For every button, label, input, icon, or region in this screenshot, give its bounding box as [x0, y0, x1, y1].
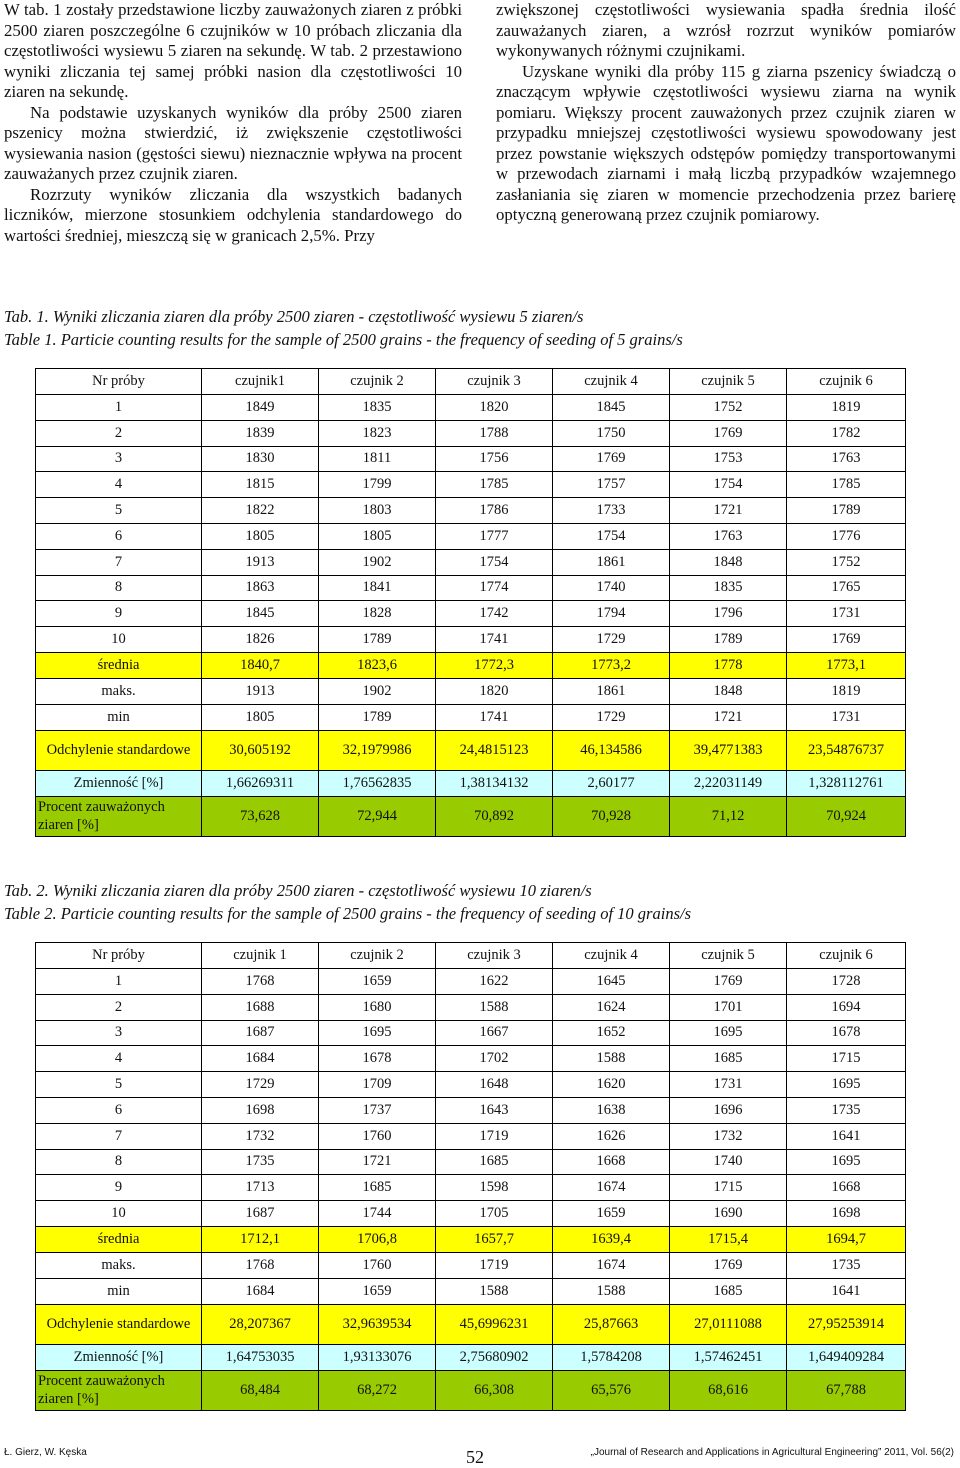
table-cell: 1639,4: [553, 1226, 670, 1252]
min-row: [36, 704, 906, 730]
table-cell: 1773,2: [553, 652, 670, 678]
table-cell: 1752: [670, 395, 787, 421]
table-cell: 1820: [436, 678, 553, 704]
table-cell: 1702: [436, 1046, 553, 1072]
table-cell: 1740: [670, 1149, 787, 1175]
table-cell: 6: [36, 1097, 202, 1123]
table-cell: 1774: [436, 575, 553, 601]
table1: [35, 368, 906, 837]
text-column-left: [4, 0, 462, 246]
table-cell: 1789: [787, 498, 906, 524]
table-cell: 1645: [553, 969, 670, 995]
table-cell: 1848: [670, 549, 787, 575]
table-cell: 1695: [670, 1020, 787, 1046]
table-cell: 2,22031149: [670, 770, 787, 796]
mean-row: [36, 652, 906, 678]
table-cell: 1902: [319, 678, 436, 704]
table-cell: maks.: [36, 678, 202, 704]
table-cell: 1,328112761: [787, 770, 906, 796]
table-cell: 1696: [670, 1097, 787, 1123]
table-cell: 1588: [553, 1278, 670, 1304]
table-row: [36, 395, 906, 421]
table-cell: czujnik1: [202, 369, 319, 395]
table-cell: 4: [36, 472, 202, 498]
table-cell: 1: [36, 969, 202, 995]
table-cell: min: [36, 1278, 202, 1304]
table-header-row: [36, 943, 906, 969]
table-cell: 1687: [202, 1020, 319, 1046]
table-cell: 1794: [553, 601, 670, 627]
table-cell: 23,54876737: [787, 730, 906, 770]
table-cell: 1753: [670, 446, 787, 472]
table-cell: 1756: [436, 446, 553, 472]
table-cell: 1652: [553, 1020, 670, 1046]
table-cell: 1,5784208: [553, 1344, 670, 1370]
table-cell: 1684: [202, 1278, 319, 1304]
page-number: 52: [466, 1447, 484, 1467]
table-cell: 1803: [319, 498, 436, 524]
table-cell: 1715: [787, 1046, 906, 1072]
table-cell: 1668: [787, 1175, 906, 1201]
variability-row: [36, 770, 906, 796]
std-dev-row: [36, 730, 906, 770]
table-cell: 1785: [436, 472, 553, 498]
footer-journal: „Journal of Research and Applications in Agricultural Engineering” 2011, Vol. 56(2): [590, 1447, 954, 1458]
table-cell: 1648: [436, 1072, 553, 1098]
table-cell: 1,38134132: [436, 770, 553, 796]
table-cell: 1728: [787, 969, 906, 995]
table-cell: 1706,8: [319, 1226, 436, 1252]
table-cell: 1678: [787, 1020, 906, 1046]
table-cell: 1830: [202, 446, 319, 472]
table-cell: 28,207367: [202, 1304, 319, 1344]
table-cell: 1789: [670, 627, 787, 653]
table-row: [36, 1123, 906, 1149]
table-cell: 1805: [319, 523, 436, 549]
table-cell: 1863: [202, 575, 319, 601]
table-cell: 1622: [436, 969, 553, 995]
table-cell: 1715: [670, 1175, 787, 1201]
table-cell: 9: [36, 1175, 202, 1201]
table-cell: 1712,1: [202, 1226, 319, 1252]
table-cell: 1845: [202, 601, 319, 627]
table-cell: 1626: [553, 1123, 670, 1149]
table-cell: 2,75680902: [436, 1344, 553, 1370]
table-cell: 1805: [202, 704, 319, 730]
table-cell: 65,576: [553, 1370, 670, 1410]
table-cell: 1641: [787, 1278, 906, 1304]
table-cell: 1688: [202, 994, 319, 1020]
table-cell: 1839: [202, 420, 319, 446]
table-cell: 1620: [553, 1072, 670, 1098]
table-row: [36, 1175, 906, 1201]
table-cell: 1685: [670, 1278, 787, 1304]
table-cell: 1668: [553, 1149, 670, 1175]
table-cell: 66,308: [436, 1370, 553, 1410]
table-cell: 1,57462451: [670, 1344, 787, 1370]
table-cell: 1698: [202, 1097, 319, 1123]
table2: [35, 942, 906, 1411]
table-cell: 1741: [436, 704, 553, 730]
table-cell: 1763: [787, 446, 906, 472]
table-cell: 1750: [553, 420, 670, 446]
table-cell: 1674: [553, 1175, 670, 1201]
table-cell: 1678: [319, 1046, 436, 1072]
table-cell: czujnik 4: [553, 369, 670, 395]
table-cell: 1729: [553, 627, 670, 653]
table-cell: 1690: [670, 1201, 787, 1227]
paragraph: Uzyskane wyniki dla próby 115 g ziarna pszenicy świadczą o znaczącym wpływie częstotliwości wysiewu ziarna na wynik pomiaru. Większy procent zauważonych przez czujnik ziaren w przypadku mniejszej częstotliwości wysiewu spowodowany jest przez powstanie większych odstępów pomiędzy transportowanymi w przewodach ziarnami i małą liczbą przypadków wzajemnego zasłaniania się ziaren w momencie przechodzenia przez barierę optyczną generowaną przez czujnik pomiarowy.: [496, 61, 956, 224]
paragraph: zwiększonej częstotliwości wysiewania spadła średnia ilość zauważanych ziaren, a wzrósł rozrzut wyników pomiarów wykonywanych różnymi czujnikami.: [496, 0, 956, 60]
table-cell: Procent zauważonych ziaren [%]: [36, 1370, 202, 1410]
table-cell: 1835: [670, 575, 787, 601]
table-cell: czujnik 6: [787, 369, 906, 395]
table-cell: 1742: [436, 601, 553, 627]
table-cell: czujnik 3: [436, 943, 553, 969]
table-cell: 1772,3: [436, 652, 553, 678]
table-cell: Odchylenie standardowe: [36, 1304, 202, 1344]
table-cell: 1659: [319, 969, 436, 995]
table-cell: 30,605192: [202, 730, 319, 770]
table-cell: 1624: [553, 994, 670, 1020]
table-cell: Nr próby: [36, 943, 202, 969]
table-cell: 1848: [670, 678, 787, 704]
table-cell: 32,1979986: [319, 730, 436, 770]
table-cell: Procent zauważonych ziaren [%]: [36, 796, 202, 836]
table-cell: 1819: [787, 678, 906, 704]
table-cell: 70,928: [553, 796, 670, 836]
table-row: [36, 523, 906, 549]
table-cell: 27,0111088: [670, 1304, 787, 1344]
table-cell: 1732: [202, 1123, 319, 1149]
table-cell: 1667: [436, 1020, 553, 1046]
table-cell: 1721: [670, 498, 787, 524]
table-cell: 1819: [787, 395, 906, 421]
table-cell: 1721: [670, 704, 787, 730]
table-row: [36, 969, 906, 995]
footer-authors: Ł. Gierz, W. Kęska: [4, 1447, 87, 1458]
table-cell: 1,64753035: [202, 1344, 319, 1370]
table-cell: czujnik 1: [202, 943, 319, 969]
table-cell: czujnik 6: [787, 943, 906, 969]
table-cell: 2: [36, 420, 202, 446]
table-cell: 1769: [670, 969, 787, 995]
table-cell: 1815: [202, 472, 319, 498]
table-cell: 1902: [319, 549, 436, 575]
table-cell: 1760: [319, 1252, 436, 1278]
table-cell: 1737: [319, 1097, 436, 1123]
table-cell: 1785: [787, 472, 906, 498]
max-row: [36, 678, 906, 704]
table-cell: 7: [36, 1123, 202, 1149]
table-cell: 1685: [436, 1149, 553, 1175]
table-cell: średnia: [36, 1226, 202, 1252]
table-row: [36, 1201, 906, 1227]
table-cell: 1731: [787, 601, 906, 627]
table-cell: 68,616: [670, 1370, 787, 1410]
table-cell: 1789: [319, 627, 436, 653]
table-cell: 1687: [202, 1201, 319, 1227]
table-cell: 1731: [787, 704, 906, 730]
table-cell: 68,272: [319, 1370, 436, 1410]
table-row: [36, 1097, 906, 1123]
table-cell: 3: [36, 446, 202, 472]
table-cell: 1823: [319, 420, 436, 446]
table-cell: 1777: [436, 523, 553, 549]
table-cell: 2,60177: [553, 770, 670, 796]
max-row: [36, 1252, 906, 1278]
table-cell: 1695: [787, 1072, 906, 1098]
table-cell: 1709: [319, 1072, 436, 1098]
table-cell: 1796: [670, 601, 787, 627]
table-cell: 68,484: [202, 1370, 319, 1410]
table-cell: 1786: [436, 498, 553, 524]
table-cell: 1701: [670, 994, 787, 1020]
table-cell: 1685: [319, 1175, 436, 1201]
table-cell: 1840,7: [202, 652, 319, 678]
table-cell: 1778: [670, 652, 787, 678]
table-cell: 5: [36, 1072, 202, 1098]
table-cell: 1684: [202, 1046, 319, 1072]
table-cell: 10: [36, 627, 202, 653]
table-cell: 1588: [553, 1046, 670, 1072]
table-cell: 2: [36, 994, 202, 1020]
table-cell: 72,944: [319, 796, 436, 836]
percent-detected-row: [36, 796, 906, 836]
table-cell: 1752: [787, 549, 906, 575]
table-row: [36, 1072, 906, 1098]
table-cell: czujnik 5: [670, 943, 787, 969]
table-cell: 1588: [436, 994, 553, 1020]
table1-caption-en: Table 1. Particie counting results for the sample of 2500 grains - the frequency of seeding of 5 grains/s: [4, 330, 683, 349]
table-cell: 1: [36, 395, 202, 421]
paragraph: W tab. 1 zostały przedstawione liczby zauważonych ziaren z próbki 2500 ziaren poszczególne 6 czujników w 10 próbach zliczania dla częstotliwości wysiewu 5 ziaren na sekundę. W tab. 2 przestawiono wyniki zliczania tej samej próbki nasion dla częstotliwości 10 ziaren na sekundę.: [4, 0, 462, 101]
table-cell: średnia: [36, 652, 202, 678]
table-cell: czujnik 4: [553, 943, 670, 969]
table-cell: 1768: [202, 969, 319, 995]
table-cell: 1694,7: [787, 1226, 906, 1252]
table-cell: 45,6996231: [436, 1304, 553, 1344]
table-cell: 1776: [787, 523, 906, 549]
table-cell: 1754: [670, 472, 787, 498]
table-cell: 67,788: [787, 1370, 906, 1410]
table2-caption-en: Table 2. Particie counting results for the sample of 2500 grains - the frequency of seeding of 10 grains/s: [4, 904, 691, 923]
table-cell: 1754: [436, 549, 553, 575]
table-cell: 1685: [670, 1046, 787, 1072]
table-cell: 1638: [553, 1097, 670, 1123]
min-row: [36, 1278, 906, 1304]
table-cell: 1828: [319, 601, 436, 627]
table-cell: Nr próby: [36, 369, 202, 395]
table-cell: 1768: [202, 1252, 319, 1278]
text-column-right: [496, 0, 956, 226]
table-cell: 1773,1: [787, 652, 906, 678]
table-cell: 1769: [553, 446, 670, 472]
table-cell: min: [36, 704, 202, 730]
table1-caption-pl: Tab. 1. Wyniki zliczania ziaren dla próby 2500 ziaren - częstotliwość wysiewu 5 ziaren/s: [4, 307, 584, 326]
table-cell: czujnik 2: [319, 943, 436, 969]
table-cell: 1744: [319, 1201, 436, 1227]
table-cell: 4: [36, 1046, 202, 1072]
table-cell: 1721: [319, 1149, 436, 1175]
table-cell: 1765: [787, 575, 906, 601]
table-row: [36, 1149, 906, 1175]
table-cell: 1732: [670, 1123, 787, 1149]
table-cell: 1643: [436, 1097, 553, 1123]
table-row: [36, 549, 906, 575]
table-row: [36, 498, 906, 524]
table-cell: 1698: [787, 1201, 906, 1227]
table-cell: 1729: [553, 704, 670, 730]
table-cell: czujnik 2: [319, 369, 436, 395]
table2-caption-pl: Tab. 2. Wyniki zliczania ziaren dla próby 2500 ziaren - częstotliwość wysiewu 10 ziaren/s: [4, 881, 592, 900]
table-cell: 5: [36, 498, 202, 524]
mean-row: [36, 1226, 906, 1252]
table-cell: 3: [36, 1020, 202, 1046]
table-cell: 1835: [319, 395, 436, 421]
table-cell: 1733: [553, 498, 670, 524]
table-cell: Odchylenie standardowe: [36, 730, 202, 770]
table-header-row: [36, 369, 906, 395]
table-cell: czujnik 3: [436, 369, 553, 395]
table-cell: 1823,6: [319, 652, 436, 678]
table-cell: 1826: [202, 627, 319, 653]
table-cell: 1705: [436, 1201, 553, 1227]
table-cell: 1713: [202, 1175, 319, 1201]
paragraph: Na podstawie uzyskanych wyników dla próby 2500 ziaren pszenicy można stwierdzić, iż zwiększenie częstotliwości wysiewania nasion (gęstości siewu) nieznacznie wpływa na procent zauważanych przez czujnik ziaren.: [4, 102, 462, 183]
table-cell: 1757: [553, 472, 670, 498]
percent-detected-row: [36, 1370, 906, 1410]
table-cell: Zmienność [%]: [36, 1344, 202, 1370]
table-cell: 1754: [553, 523, 670, 549]
table-cell: 1694: [787, 994, 906, 1020]
table-cell: 1731: [670, 1072, 787, 1098]
table-cell: 1719: [436, 1123, 553, 1149]
table-cell: 8: [36, 1149, 202, 1175]
table-cell: 1811: [319, 446, 436, 472]
table-cell: 6: [36, 523, 202, 549]
table-cell: 1841: [319, 575, 436, 601]
table-cell: 1719: [436, 1252, 553, 1278]
table-cell: 1,93133076: [319, 1344, 436, 1370]
table-cell: 1659: [553, 1201, 670, 1227]
table-cell: 1763: [670, 523, 787, 549]
table-cell: 1740: [553, 575, 670, 601]
table-cell: 39,4771383: [670, 730, 787, 770]
table-cell: 1760: [319, 1123, 436, 1149]
table-cell: 1,66269311: [202, 770, 319, 796]
table-row: [36, 472, 906, 498]
table-row: [36, 1046, 906, 1072]
table-row: [36, 575, 906, 601]
table-row: [36, 446, 906, 472]
table-row: [36, 601, 906, 627]
table-cell: 1657,7: [436, 1226, 553, 1252]
table-cell: 1788: [436, 420, 553, 446]
table-cell: maks.: [36, 1252, 202, 1278]
table-cell: 1,76562835: [319, 770, 436, 796]
table-cell: 1,649409284: [787, 1344, 906, 1370]
table-cell: 1680: [319, 994, 436, 1020]
std-dev-row: [36, 1304, 906, 1344]
table-cell: 24,4815123: [436, 730, 553, 770]
table-cell: 1845: [553, 395, 670, 421]
table-cell: 1782: [787, 420, 906, 446]
table-cell: 1820: [436, 395, 553, 421]
table-row: [36, 627, 906, 653]
table-cell: Zmienność [%]: [36, 770, 202, 796]
table-cell: 1769: [670, 1252, 787, 1278]
table-cell: 1598: [436, 1175, 553, 1201]
table-cell: 1913: [202, 678, 319, 704]
table-cell: 1913: [202, 549, 319, 575]
table-cell: 8: [36, 575, 202, 601]
table-cell: 1674: [553, 1252, 670, 1278]
table-cell: 1588: [436, 1278, 553, 1304]
table-cell: 1861: [553, 549, 670, 575]
variability-row: [36, 1344, 906, 1370]
table-cell: 1789: [319, 704, 436, 730]
table-cell: 70,924: [787, 796, 906, 836]
table-cell: 27,95253914: [787, 1304, 906, 1344]
table-cell: 46,134586: [553, 730, 670, 770]
table-cell: 1799: [319, 472, 436, 498]
table-cell: 1735: [202, 1149, 319, 1175]
table-cell: 1861: [553, 678, 670, 704]
table-cell: 1695: [787, 1149, 906, 1175]
table-cell: 1769: [670, 420, 787, 446]
table-cell: 1659: [319, 1278, 436, 1304]
table-cell: 70,892: [436, 796, 553, 836]
table-row: [36, 994, 906, 1020]
table-cell: 1805: [202, 523, 319, 549]
table-cell: 1849: [202, 395, 319, 421]
table-cell: 1735: [787, 1097, 906, 1123]
table-cell: 32,9639534: [319, 1304, 436, 1344]
table-cell: 1741: [436, 627, 553, 653]
table-row: [36, 1020, 906, 1046]
table-cell: 1769: [787, 627, 906, 653]
table-cell: 73,628: [202, 796, 319, 836]
table-cell: 10: [36, 1201, 202, 1227]
table-cell: 9: [36, 601, 202, 627]
table-cell: 1641: [787, 1123, 906, 1149]
table-cell: 7: [36, 549, 202, 575]
table-cell: czujnik 5: [670, 369, 787, 395]
table-cell: 71,12: [670, 796, 787, 836]
table-cell: 1735: [787, 1252, 906, 1278]
paragraph: Rozrzuty wyników zliczania dla wszystkich badanych liczników, mierzone stosunkiem odchylenia standardowego do wartości średniej, mieszczą się w granicach 2,5%. Przy: [4, 184, 462, 245]
table-cell: 1729: [202, 1072, 319, 1098]
table-cell: 1822: [202, 498, 319, 524]
table-cell: 1695: [319, 1020, 436, 1046]
table-cell: 25,87663: [553, 1304, 670, 1344]
table-row: [36, 420, 906, 446]
table-cell: 1715,4: [670, 1226, 787, 1252]
